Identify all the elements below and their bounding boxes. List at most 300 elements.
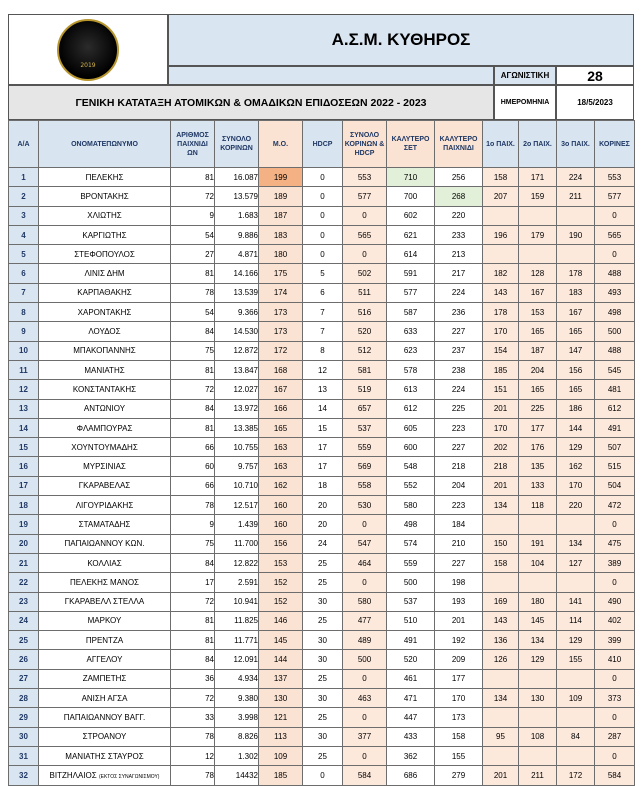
pins: 475: [595, 534, 635, 553]
pins: 515: [595, 457, 635, 476]
average: 160: [259, 496, 303, 515]
hdcp: 0: [303, 187, 343, 206]
hdcp: 14: [303, 399, 343, 418]
game3: 211: [557, 187, 595, 206]
best-game: 201: [435, 611, 483, 630]
total-pins: 16.087: [215, 168, 259, 187]
pins: 553: [595, 168, 635, 187]
best-game: 279: [435, 766, 483, 785]
game3: 162: [557, 457, 595, 476]
row-aa: 26: [9, 650, 39, 669]
best-set: 600: [387, 438, 435, 457]
game3: 165: [557, 322, 595, 341]
player-name: ΜΑΝΙΑΤΗΣ: [39, 360, 171, 379]
table-row: [9, 380, 635, 399]
pins: 507: [595, 438, 635, 457]
best-set: 602: [387, 206, 435, 225]
total-pins: 12.091: [215, 650, 259, 669]
average: 162: [259, 476, 303, 495]
row-aa: 6: [9, 264, 39, 283]
player-name: ΛΙΝΙΣ ΔΗΜ: [39, 264, 171, 283]
average: 113: [259, 727, 303, 746]
player-name: ΧΛΙΩΤΗΣ: [39, 206, 171, 225]
average: 163: [259, 457, 303, 476]
best-game: 227: [435, 322, 483, 341]
game1: 170: [483, 322, 519, 341]
game3: 155: [557, 650, 595, 669]
row-aa: 11: [9, 360, 39, 379]
total-with-hdcp: 377: [343, 727, 387, 746]
pins: 491: [595, 418, 635, 437]
game3: [557, 746, 595, 765]
hdcp: 25: [303, 708, 343, 727]
guest-note: (ΕΚΤΟΣ ΣΥΝΑΓΩΝΙΣΜΟΥ): [98, 773, 160, 780]
row-aa: 12: [9, 380, 39, 399]
hdcp: 30: [303, 727, 343, 746]
total-pins: 9.366: [215, 303, 259, 322]
game1: [483, 746, 519, 765]
col-game1: 1ο ΠΑΙΧ.: [483, 121, 519, 168]
best-set: 614: [387, 245, 435, 264]
row-aa: 13: [9, 399, 39, 418]
club-logo: [57, 19, 119, 81]
table-row: [9, 611, 635, 630]
player-name: ΦΛΑΜΠΟΥΡΑΣ: [39, 418, 171, 437]
row-aa: 22: [9, 573, 39, 592]
game3: 147: [557, 341, 595, 360]
row-aa: 5: [9, 245, 39, 264]
hdcp: 30: [303, 650, 343, 669]
col-total-hdcp: ΣΥΝΟΛΟ ΚΟΡΙΝΩΝ & HDCP: [343, 121, 387, 168]
player-name: ΖΑΜΠΕΤΗΣ: [39, 669, 171, 688]
player-name: ΚΟΝΣΤΑΝΤΑΚΗΣ: [39, 380, 171, 399]
player-name: ΚΑΡΠΑΘΑΚΗΣ: [39, 283, 171, 302]
pins: 498: [595, 303, 635, 322]
game1: 151: [483, 380, 519, 399]
best-set: 710: [387, 168, 435, 187]
game1: [483, 206, 519, 225]
best-game: 233: [435, 225, 483, 244]
player-name: ΜΑΝΙΑΤΗΣ ΣΤΑΥΡΟΣ: [39, 746, 171, 765]
best-set: 471: [387, 689, 435, 708]
average: 175: [259, 264, 303, 283]
best-game: 227: [435, 553, 483, 572]
game3: 178: [557, 264, 595, 283]
game3: 134: [557, 534, 595, 553]
total-with-hdcp: 559: [343, 438, 387, 457]
games-count: 9: [171, 206, 215, 225]
games-count: 81: [171, 418, 215, 437]
game3: 220: [557, 496, 595, 515]
game1: 136: [483, 631, 519, 650]
best-game: 225: [435, 399, 483, 418]
average: 163: [259, 438, 303, 457]
total-pins: 12.822: [215, 553, 259, 572]
hdcp: 25: [303, 611, 343, 630]
date-value: 18/5/2023: [556, 85, 634, 120]
best-set: 591: [387, 264, 435, 283]
total-with-hdcp: 512: [343, 341, 387, 360]
total-pins: 2.591: [215, 573, 259, 592]
total-with-hdcp: 489: [343, 631, 387, 650]
col-total-pins: ΣΥΝΟΛΟ ΚΟΡΙΝΩΝ: [215, 121, 259, 168]
table-row: [9, 457, 635, 476]
row-aa: 10: [9, 341, 39, 360]
col-pins: ΚΟΡΙΝΕΣ: [595, 121, 635, 168]
table-row: [9, 746, 635, 765]
row-aa: 3: [9, 206, 39, 225]
table-row-guest: [9, 766, 635, 785]
best-set: 587: [387, 303, 435, 322]
best-set: 574: [387, 534, 435, 553]
best-game: 193: [435, 592, 483, 611]
guest-name: ΒΙΤΖΗΛΑΙΟΣ: [49, 770, 97, 780]
table-row: [9, 708, 635, 727]
total-pins: 12.872: [215, 341, 259, 360]
total-pins: 4.871: [215, 245, 259, 264]
logo-cell: [8, 14, 168, 85]
games-count: 72: [171, 380, 215, 399]
best-set: 510: [387, 611, 435, 630]
player-name: ΛΙΓΟΥΡΙΔΑΚΗΣ: [39, 496, 171, 515]
game2: [519, 573, 557, 592]
ranking-subtitle: ΓΕΝΙΚΗ ΚΑΤΑΤΑΞΗ ΑΤΟΜΙΚΩΝ & ΟΜΑΔΙΚΩΝ ΕΠΙΔΟΣΕΩΝ 2022 - 2023: [8, 85, 494, 120]
game1: 182: [483, 264, 519, 283]
total-with-hdcp: 520: [343, 322, 387, 341]
total-pins: 12.027: [215, 380, 259, 399]
hdcp: 24: [303, 534, 343, 553]
game2: [519, 669, 557, 688]
pins: 545: [595, 360, 635, 379]
game2: 179: [519, 225, 557, 244]
best-game: 220: [435, 206, 483, 225]
average: 146: [259, 611, 303, 630]
hdcp: 25: [303, 746, 343, 765]
best-set: 686: [387, 766, 435, 785]
hdcp: 30: [303, 631, 343, 650]
total-with-hdcp: 500: [343, 650, 387, 669]
col-games: ΑΡΙΘΜΟΣ ΠΑΙΧΝΙΔΙ ΩΝ: [171, 121, 215, 168]
row-aa: 1: [9, 168, 39, 187]
game1: 196: [483, 225, 519, 244]
total-with-hdcp: 511: [343, 283, 387, 302]
pins: 0: [595, 746, 635, 765]
game1: [483, 245, 519, 264]
row-aa: 17: [9, 476, 39, 495]
best-set: 498: [387, 515, 435, 534]
game1: [483, 573, 519, 592]
player-name: ΒΡΟΝΤΑΚΗΣ: [39, 187, 171, 206]
game1: [483, 708, 519, 727]
row-aa: 23: [9, 592, 39, 611]
pins: 402: [595, 611, 635, 630]
game1: 202: [483, 438, 519, 457]
player-name: ΠΡΕΝΤΖΑ: [39, 631, 171, 650]
pins: 0: [595, 206, 635, 225]
total-pins: 11.825: [215, 611, 259, 630]
pins: 287: [595, 727, 635, 746]
row-aa: 28: [9, 689, 39, 708]
average: 152: [259, 592, 303, 611]
best-game: 204: [435, 476, 483, 495]
game2: 108: [519, 727, 557, 746]
row-aa: 32: [9, 766, 39, 785]
total-pins: 13.847: [215, 360, 259, 379]
average: 189: [259, 187, 303, 206]
games-count: 66: [171, 438, 215, 457]
total-with-hdcp: 519: [343, 380, 387, 399]
game1: 201: [483, 766, 519, 785]
table-row: [9, 206, 635, 225]
hdcp: 0: [303, 766, 343, 785]
table-row: [9, 650, 635, 669]
games-count: 81: [171, 631, 215, 650]
game2: [519, 708, 557, 727]
game2: 180: [519, 592, 557, 611]
game1: 201: [483, 399, 519, 418]
pins: 399: [595, 631, 635, 650]
games-count: 54: [171, 225, 215, 244]
games-count: 75: [171, 534, 215, 553]
total-pins: 9.757: [215, 457, 259, 476]
hdcp: 7: [303, 322, 343, 341]
player-name: ΛΟΥΔΟΣ: [39, 322, 171, 341]
games-count: 78: [171, 496, 215, 515]
table-row: [9, 689, 635, 708]
hdcp: 6: [303, 283, 343, 302]
best-game: 192: [435, 631, 483, 650]
total-pins: 9.886: [215, 225, 259, 244]
total-pins: 1.439: [215, 515, 259, 534]
pins: 410: [595, 650, 635, 669]
total-pins: 10.755: [215, 438, 259, 457]
total-with-hdcp: 530: [343, 496, 387, 515]
best-set: 612: [387, 399, 435, 418]
col-aa: Α/Α: [9, 121, 39, 168]
table-row: [9, 727, 635, 746]
best-game: 236: [435, 303, 483, 322]
best-set: 577: [387, 283, 435, 302]
col-best-game: ΚΑΛΥΤΕΡΟ ΠΑΙΧΝΙΔΙ: [435, 121, 483, 168]
best-game: 173: [435, 708, 483, 727]
game3: 190: [557, 225, 595, 244]
best-game: 213: [435, 245, 483, 264]
game2: 165: [519, 380, 557, 399]
game3: 165: [557, 380, 595, 399]
average: 173: [259, 303, 303, 322]
row-aa: 4: [9, 225, 39, 244]
average: 173: [259, 322, 303, 341]
best-game: 227: [435, 438, 483, 457]
best-set: 621: [387, 225, 435, 244]
club-title: Α.Σ.Μ. ΚΥΘΗΡΟΣ: [168, 14, 634, 66]
game3: [557, 515, 595, 534]
total-with-hdcp: 0: [343, 669, 387, 688]
col-hdcp: HDCP: [303, 121, 343, 168]
games-count: 81: [171, 360, 215, 379]
total-pins: 1.302: [215, 746, 259, 765]
average: 180: [259, 245, 303, 264]
best-game: 198: [435, 573, 483, 592]
player-name: ΚΑΡΓΙΩΤΗΣ: [39, 225, 171, 244]
row-aa: 15: [9, 438, 39, 457]
pins: 500: [595, 322, 635, 341]
total-with-hdcp: 553: [343, 168, 387, 187]
games-count: 17: [171, 573, 215, 592]
best-game: 237: [435, 341, 483, 360]
games-count: 84: [171, 322, 215, 341]
pins: 0: [595, 708, 635, 727]
pins: 0: [595, 669, 635, 688]
player-name: ΑΓΓΕΛΟΥ: [39, 650, 171, 669]
game3: 156: [557, 360, 595, 379]
total-with-hdcp: 477: [343, 611, 387, 630]
game2: [519, 206, 557, 225]
player-name: ΣΤΑΜΑΤΑΔΗΣ: [39, 515, 171, 534]
game2: 134: [519, 631, 557, 650]
pins: 481: [595, 380, 635, 399]
pins: 389: [595, 553, 635, 572]
hdcp: 18: [303, 476, 343, 495]
games-count: 66: [171, 476, 215, 495]
pins: 504: [595, 476, 635, 495]
game1: 154: [483, 341, 519, 360]
game2: [519, 515, 557, 534]
game2: 171: [519, 168, 557, 187]
table-row: [9, 515, 635, 534]
average: 109: [259, 746, 303, 765]
hdcp: 7: [303, 303, 343, 322]
game2: [519, 245, 557, 264]
game2: 135: [519, 457, 557, 476]
hdcp: 13: [303, 380, 343, 399]
game3: [557, 206, 595, 225]
hdcp: 25: [303, 669, 343, 688]
table-row: [9, 187, 635, 206]
race-label: ΑΓΩΝΙΣΤΙΚΗ: [494, 66, 556, 85]
game2: 176: [519, 438, 557, 457]
pins: 490: [595, 592, 635, 611]
game2: [519, 746, 557, 765]
total-pins: 13.539: [215, 283, 259, 302]
games-count: 84: [171, 553, 215, 572]
player-name: ΧΟΥΝΤΟΥΜΑΔΗΣ: [39, 438, 171, 457]
results-sheet: [8, 14, 634, 786]
average: 121: [259, 708, 303, 727]
total-with-hdcp: 0: [343, 746, 387, 765]
total-pins: 14.166: [215, 264, 259, 283]
table-row: [9, 631, 635, 650]
best-game: 170: [435, 689, 483, 708]
hdcp: 25: [303, 553, 343, 572]
row-aa: 14: [9, 418, 39, 437]
total-with-hdcp: 581: [343, 360, 387, 379]
total-pins: 10.941: [215, 592, 259, 611]
games-count: 9: [171, 515, 215, 534]
hdcp: 8: [303, 341, 343, 360]
hdcp: 30: [303, 592, 343, 611]
pins: 584: [595, 766, 635, 785]
game3: [557, 708, 595, 727]
row-aa: 19: [9, 515, 39, 534]
table-row: [9, 438, 635, 457]
total-pins: 13.385: [215, 418, 259, 437]
game3: [557, 245, 595, 264]
best-set: 580: [387, 496, 435, 515]
table-row: [9, 264, 635, 283]
row-aa: 8: [9, 303, 39, 322]
games-count: 75: [171, 341, 215, 360]
average: 172: [259, 341, 303, 360]
game3: [557, 669, 595, 688]
average: 199: [259, 168, 303, 187]
table-row: [9, 476, 635, 495]
best-set: 500: [387, 573, 435, 592]
total-with-hdcp: 569: [343, 457, 387, 476]
games-count: 72: [171, 689, 215, 708]
table-body: [9, 168, 635, 786]
row-aa: 29: [9, 708, 39, 727]
hdcp: 15: [303, 418, 343, 437]
total-pins: 1.683: [215, 206, 259, 225]
best-game: 209: [435, 650, 483, 669]
hdcp: 0: [303, 245, 343, 264]
player-name: ΑΝΤΩΝΙΟΥ: [39, 399, 171, 418]
best-game: 224: [435, 380, 483, 399]
pins: 472: [595, 496, 635, 515]
game3: 109: [557, 689, 595, 708]
average: 187: [259, 206, 303, 225]
table-row: [9, 592, 635, 611]
total-pins: 3.998: [215, 708, 259, 727]
games-count: 12: [171, 746, 215, 765]
logo-year: 2019: [80, 61, 96, 69]
game1: 218: [483, 457, 519, 476]
total-pins: 14.530: [215, 322, 259, 341]
row-aa: 25: [9, 631, 39, 650]
best-set: 548: [387, 457, 435, 476]
games-count: 72: [171, 187, 215, 206]
games-count: 78: [171, 766, 215, 785]
game2: 129: [519, 650, 557, 669]
game2: 118: [519, 496, 557, 515]
best-set: 623: [387, 341, 435, 360]
hdcp: 30: [303, 689, 343, 708]
game1: 170: [483, 418, 519, 437]
game3: 144: [557, 418, 595, 437]
best-set: 537: [387, 592, 435, 611]
col-game3: 3ο ΠΑΙΧ.: [557, 121, 595, 168]
game3: 129: [557, 438, 595, 457]
best-game: 177: [435, 669, 483, 688]
pins: 373: [595, 689, 635, 708]
table-row: [9, 360, 635, 379]
best-set: 520: [387, 650, 435, 669]
hdcp: 0: [303, 225, 343, 244]
hdcp: 0: [303, 206, 343, 225]
hdcp: 12: [303, 360, 343, 379]
average: 167: [259, 380, 303, 399]
total-with-hdcp: 584: [343, 766, 387, 785]
total-with-hdcp: 502: [343, 264, 387, 283]
best-set: 613: [387, 380, 435, 399]
total-pins: 8.826: [215, 727, 259, 746]
total-with-hdcp: 464: [343, 553, 387, 572]
game2: 130: [519, 689, 557, 708]
game3: 167: [557, 303, 595, 322]
best-set: 700: [387, 187, 435, 206]
game3: 224: [557, 168, 595, 187]
